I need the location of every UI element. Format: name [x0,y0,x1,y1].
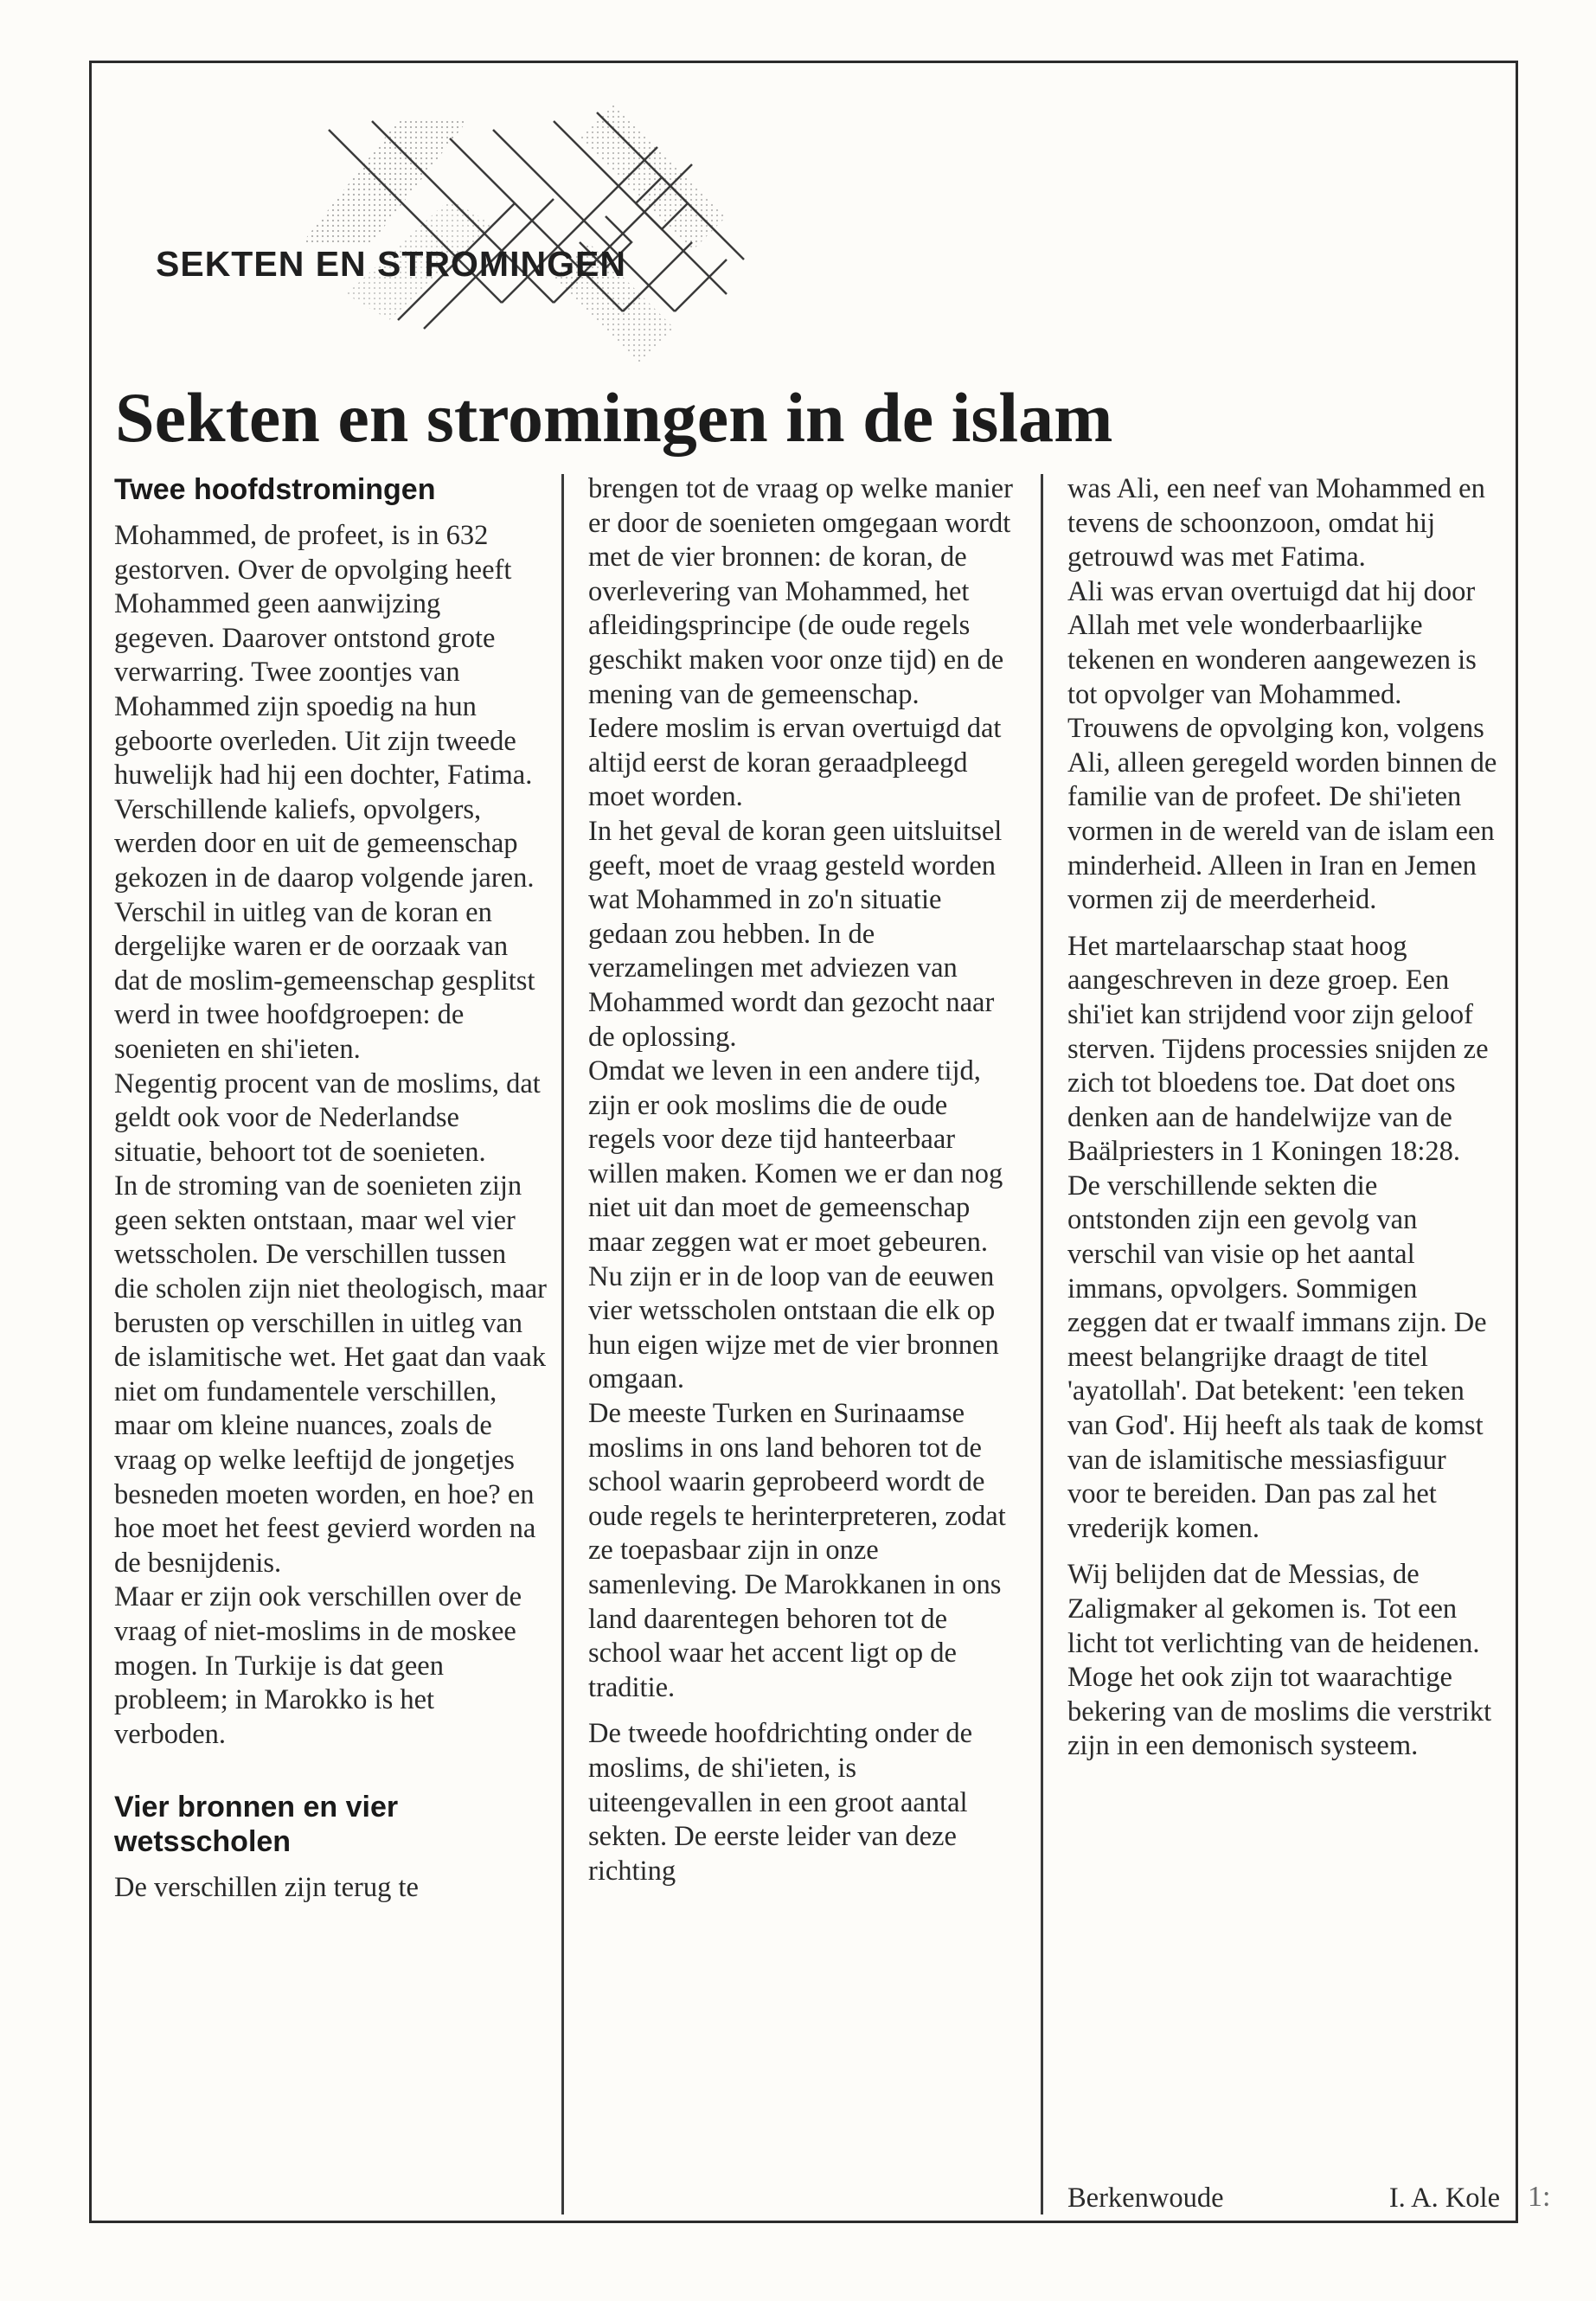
paragraph: Ali was ervan overtuigd dat hij door Allah met vele wonderbaarlijke tekenen en wonderen aangewezen is tot opvolger van Mohammed. [1067,575,1477,710]
paragraph: Maar er zijn ook verschillen over de vraag of niet-moslims in de moskee mogen. In Turkije is dat geen probleem; in Marokko is het verboden. [114,1581,522,1750]
paragraph: Iedere moslim is ervan overtuigd dat altijd eerst de koran geraadpleegd moet worden. [588,713,1002,813]
paragraph: brengen tot de vraag op welke manier er door de soenieten omgegaan wordt met de vier bronnen: de koran, de overlevering van Mohammed, het afleidingsprincipe (de oude regels geschikt maken voor onze tijd) en de mening van de gemeenschap. [588,473,1013,710]
column-2 [588,472,1021,2218]
paragraph: Verschil in uitleg van de koran en dergelijke waren er de oorzaak van dat de moslim-gemeenschap gesplitst werd in twee hoofdgroepen: de soenieten en shi'ieten. [114,896,535,1065]
signature-place: Berkenwoude [1067,2182,1224,2214]
paragraph: De verschillen zijn terug te [114,1872,419,1904]
paragraph: In de stroming van de soenieten zijn geen sekten ontstaan, maar wel vier wetsscholen. De verschillen tussen die scholen zijn niet theologisch, maar berusten op verschillen in uitleg van de islamitische wet. Het gaat dan vaak niet om fundamentele verschillen, maar om kleine nuances, zoals de vraag op welke leeftijd de jongetjes besneden moeten worden, en hoe? en hoe moet het feest gevierd worden na de besnijdenis. [114,1170,547,1579]
paragraph: Wij belijden dat de Messias, de Zaligmaker al gekomen is. Tot een licht tot verlichting van de heidenen. Moge het ook zijn tot waarachtige bekering van de moslims die verstrikt zijn in een demonisch systeem. [1067,1559,1492,1762]
paragraph: was Ali, een neef van Mohammed en tevens de schoonzoon, omdat hij getrouwd was met Fatima. [1067,473,1485,574]
subheading-vier-bronnen: Vier bronnen en vier wetsscholen [114,1791,399,1859]
column-divider [561,474,564,2214]
column-divider [1041,474,1043,2214]
column-3 [1067,472,1500,2218]
signature-author: I. A. Kole [1388,2182,1500,2214]
subheading-twee-hoofdstromingen: Twee hoofdstromingen [114,473,436,506]
paragraph: Negentig procent van de moslims, dat geldt ook voor de Nederlandse situatie, behoort tot de soenieten. [114,1067,541,1168]
paragraph: Mohammed, de profeet, is in 632 gestorven. Over de opvolging heeft Mohammed geen aanwijzing gegeven. Daarover ontstond grote verwarring. Twee zoontjes van Mohammed zijn spoedig na hun geboorte overleden. Uit zijn tweede huwelijk had hij een dochter, Fatima. [114,520,533,792]
paragraph: De tweede hoofdrichting onder de moslims, de shi'ieten, is uiteengevallen in een groot aantal sekten. De eerste leider van deze richting [588,1718,973,1887]
paragraph: Trouwens de opvolging kon, volgens Ali, alleen geregeld worden binnen de familie van de profeet. De shi'ieten vormen in de wereld van de islam een minderheid. Alleen in Iran en Jemen vormen zij de meerderheid. [1067,713,1497,916]
paragraph: De meeste Turken en Surinaamse moslims in ons land behoren tot de school waarin geprobeerd wordt de oude regels te herinterpreteren, zodat ze toepasbaar zijn in onze samenleving. De Marokkanen in ons land daarentegen behoren tot de school waar het accent ligt op de traditie. [588,1398,1006,1703]
paragraph: In het geval de koran geen uitsluitsel geeft, moet de vraag gesteld worden wat Mohammed in zo'n situatie gedaan zou hebben. In de verzamelingen met adviezen van Mohammed wordt dan gezocht naar de oplossing. [588,815,1003,1053]
paragraph: De verschillende sekten die ontstonden zijn een gevolg van verschil van visie op het aantal immans, opvolgers. Sommigen zeggen dat er twaalf immans zijn. De meest belangrijke draagt de titel 'ayatollah'. Dat betekent: 'een teken van God'. Hij heeft als taak de komst van de islamitische messiasfiguur voor te bereiden. Dan pas zal het vrederijk komen. [1067,1170,1487,1544]
page-number: 1: [1528,2181,1551,2213]
paragraph: Het martelaarschap staat hoog aangeschreven in deze groep. Een shi'iet kan strijdend voor zijn geloof sterven. Tijdens processies snijden ze zich tot bloedens toe. Dat doet ons denken aan de handelwijze van de Baälpriesters in 1 Koningen 18:28. [1067,930,1489,1168]
paragraph: Nu zijn er in de loop van de eeuwen vier wetsscholen ontstaan die elk op hun eigen wijze met de vier bronnen omgaan. [588,1260,999,1395]
paragraph: Verschillende kaliefs, opvolgers, werden door en uit de gemeenschap gekozen in de daarop volgende jaren. [114,793,535,894]
column-1 [114,472,547,2218]
article-title: Sekten en stromingen in de islam [115,378,1113,457]
section-label: SEKTEN EN STROMINGEN [156,244,626,284]
article-signature [1067,2181,1500,2215]
paragraph: Omdat we leven in een andere tijd, zijn er ook moslims die de oude regels voor deze tijd hanteerbaar willen maken. Komen we er dan nog niet uit dan moet de gemeenschap maar zeggen wat er moet gebeuren. [588,1055,1003,1259]
